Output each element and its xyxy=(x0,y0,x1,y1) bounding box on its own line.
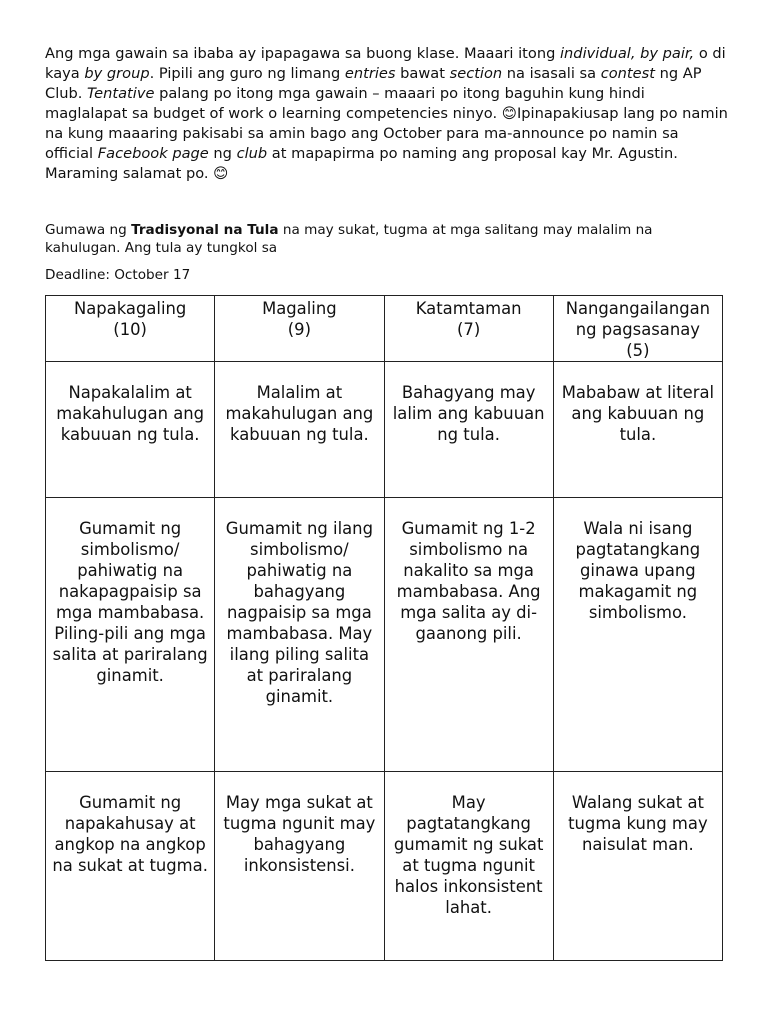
intro-text: ng xyxy=(208,145,237,162)
rubric-cell: Gumamit ng napakahusay at angkop na angkop na sukat at tugma. xyxy=(46,772,215,961)
intro-emphasis: club xyxy=(236,145,268,162)
deadline-text: Deadline: October 17 xyxy=(45,267,191,283)
intro-emphasis: Facebook page xyxy=(97,145,209,162)
rubric-cell: Wala ni isang pagtatangkang ginawa upang makagamit ng simbolismo. xyxy=(553,498,722,772)
intro-emphasis: by group xyxy=(84,65,150,82)
rubric-cell: May pagtatangkang gumamit ng sukat at tugma ngunit halos inkonsistent lahat. xyxy=(384,772,553,961)
rubric-cell: Walang sukat at tugma kung may naisulat man. xyxy=(553,772,722,961)
intro-text: bawat xyxy=(395,65,450,82)
intro-text: o di kaya xyxy=(45,45,726,82)
rubric-header-row xyxy=(46,296,723,362)
task-title-bold: Tradisyonal na Tula xyxy=(131,222,279,238)
intro-emphasis: contest xyxy=(600,65,655,82)
task-text: Gumawa ng xyxy=(45,222,132,238)
rubric-row-sukat-tugma xyxy=(46,772,723,961)
rubric-cell: Gumamit ng simbolismo/ pahiwatig na nakapagpaisip sa mga mambabasa. Piling-pili ang mga salita at pariralang ginamit. xyxy=(46,498,215,772)
intro-emphasis: Tentative xyxy=(87,85,155,102)
intro-emphasis: individual, by pair, xyxy=(560,45,695,62)
header-napakagaling: Napakagaling (10) xyxy=(46,296,215,362)
intro-text: na isasali sa xyxy=(502,65,601,82)
rubric-cell: Gumamit ng 1-2 simbolismo na nakalito sa mga mambabasa. Ang mga salita ay di-gaanong pili. xyxy=(384,498,553,772)
task-text: na may sukat, tugma at mga salitang may malalim na kahulugan. Ang tula ay tungkol sa xyxy=(45,222,653,256)
intro-text: at mapapirma po naming ang proposal kay Mr. Agustin. Maraming salamat po. 😊 xyxy=(45,145,678,182)
rubric-row-kahulugan xyxy=(46,362,723,498)
rubric-row-simbolismo xyxy=(46,498,723,772)
rubric-cell: Napakalalim at makahulugan ang kabuuan ng tula. xyxy=(46,362,215,498)
intro-text: . Pipili ang guro ng limang xyxy=(149,65,345,82)
intro-paragraph xyxy=(45,44,730,184)
rubric-cell: Gumamit ng ilang simbolismo/ pahiwatig na bahagyang nagpaisip sa mga mambabasa. May ilang piling salita at pariralang ginamit. xyxy=(215,498,384,772)
task-instruction xyxy=(45,221,725,257)
rubric-cell: Mababaw at literal ang kabuuan ng tula. xyxy=(553,362,722,498)
intro-text: ng AP Club. xyxy=(45,65,702,102)
rubric-table xyxy=(45,295,723,961)
header-magaling: Magaling (9) xyxy=(215,296,384,362)
intro-text: palang po itong mga gawain – maaari po itong baguhin kung hindi maglalapat sa budget of work o learning competencies ninyo. 😊Ipinapakiusap lang po namin na kung maaaring pakisabi sa amin bago ang October para ma-announce po namin sa official xyxy=(45,85,728,162)
rubric-cell: Malalim at makahulugan ang kabuuan ng tula. xyxy=(215,362,384,498)
header-katamtaman: Katamtaman (7) xyxy=(384,296,553,362)
intro-text: Ang mga gawain sa ibaba ay ipapagawa sa buong klase. Maaari itong xyxy=(45,45,560,62)
header-nangangailangan: Nangangailangan ng pagsasanay (5) xyxy=(553,296,722,362)
intro-emphasis: entries xyxy=(344,65,396,82)
rubric-cell: May mga sukat at tugma ngunit may bahagyang inkonsistensi. xyxy=(215,772,384,961)
intro-emphasis: section xyxy=(449,65,503,82)
rubric-cell: Bahagyang may lalim ang kabuuan ng tula. xyxy=(384,362,553,498)
